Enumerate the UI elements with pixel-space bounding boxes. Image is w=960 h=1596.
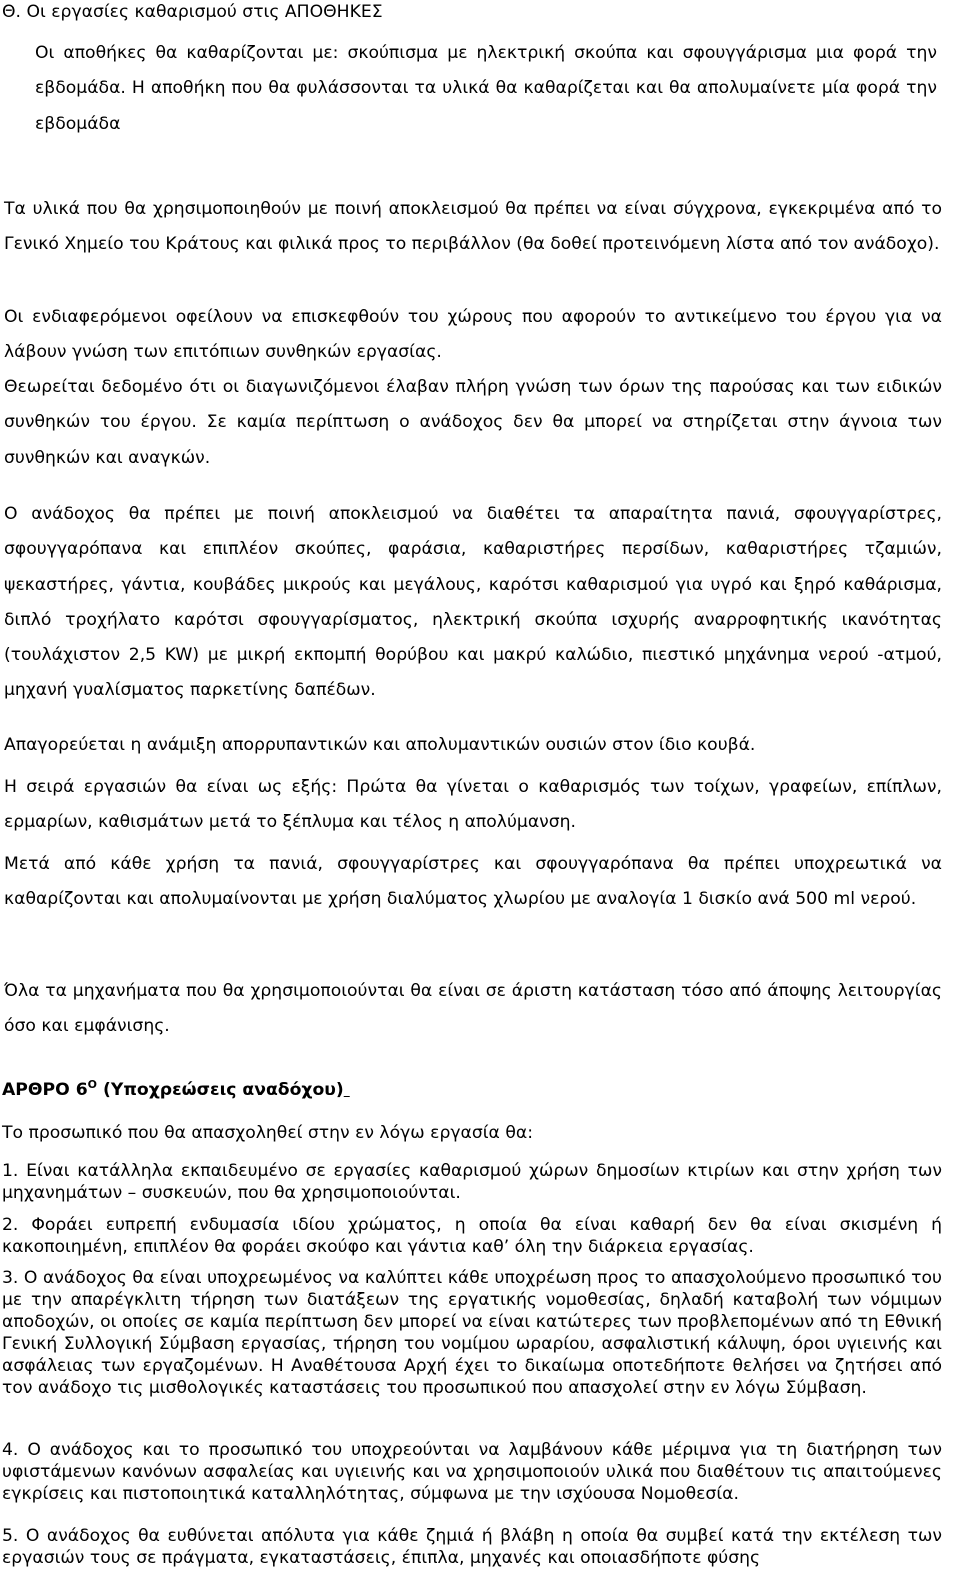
- article-title: [2, 1080, 940, 1100]
- article-intro: Το προσωπικό που θα απασχοληθεί στην εν λόγω εργασία θα:: [2, 1123, 533, 1143]
- list-item-2: 2. Φοράει ευπρεπή ενδυμασία ιδίου χρώματος, η οποία θα είναι καθαρή δεν θα είναι σκισμένη ή κακοποιημένη, επιπλέον θα φοράει σκούφο και γάντια καθ’ όλη την διάρκεια εργασίας.: [2, 1215, 942, 1257]
- paragraph-work-order: Η σειρά εργασιών θα είναι ως εξής: Πρώτα θα γίνεται ο καθαρισμός των τοίχων, γραφείων, επίπλων, ερμαρίων, καθισμάτων μετά το ξέπλυμα και τέλος η απολύμανση.: [4, 777, 942, 833]
- paragraph-machinery: Όλα τα μηχανήματα που θα χρησιμοποιούνται θα είναι σε άριστη κατάσταση τόσο από άποψης λειτουργίας όσο και εμφάνισης.: [4, 981, 942, 1037]
- article-title-sup: Ο: [87, 1078, 98, 1091]
- list-item-4: 4. Ο ανάδοχος και το προσωπικό του υποχρεούνται να λαμβάνουν κάθε μέριμνα για τη διατήρηση των υφιστάμενων κανόνων ασφαλείας και υγιεινής και να χρησιμοποιούν υλικά που διαθέτουν τις απαιτούμενες εγκρίσεις και πιστοποιητικά καταλληλότητας, σύμφωνα με την ισχύουσα Νομοθεσία.: [2, 1440, 942, 1504]
- section-theta-text: Οι αποθήκες θα καθαρίζονται με: σκούπισμα με ηλεκτρική σκούπα και σφουγγάρισμα μια φορά την εβδομάδα. Η αποθήκη που θα φυλάσσονται τα υλικά θα καθαρίζεται και θα απολυμαίνετε μία φορά την εβδομάδα: [35, 43, 937, 134]
- paragraph-conditions: Θεωρείται δεδομένο ότι οι διαγωνιζόμενοι έλαβαν πλήρη γνώση των όρων της παρούσας και των ειδικών συνθηκών του έργου. Σε καμία περίπτωση ο ανάδοχος δεν θα μπορεί να στηρίζεται στην άγνοια των συνθηκών και αναγκών.: [4, 377, 942, 468]
- paragraph-mixing-ban: Απαγορεύεται η ανάμιξη απορρυπαντικών και απολυμαντικών ουσιών στον ίδιο κουβά.: [4, 735, 756, 755]
- paragraph-equipment: Ο ανάδοχος θα πρέπει με ποινή αποκλεισμού να διαθέτει τα απαραίτητα πανιά, σφουγγαρίστρες, σφουγγαρόπανα και επιπλέον σκούπες, φαράσια, καθαριστήρες περσίδων, καθαριστήρες τζαμιών, ψεκαστήρες, γάντια, κουβάδες μικρούς και μεγάλους, καρότσι καθαρισμού για υγρό και ξηρό καθάρισμα, διπλό τροχήλατο καρότσι σφουγγαρίσματος, ηλεκτρική σκούπα ισχυρής αναρροφητικής ικανότητας (τουλάχιστον 2,5 KW) με μικρή εκπομπή θορύβου και μακρύ καλώδιο, πιεστικό μηχάνημα νερού -ατμού, μηχανή γυαλίσματος παρκετίνης δαπέδων.: [4, 504, 942, 701]
- paragraph-site-visit: Οι ενδιαφερόμενοι οφείλουν να επισκεφθούν του χώρους που αφορούν το αντικείμενο του έργου για να λάβουν γνώση των επιτόπιων συνθηκών εργασίας.: [4, 307, 942, 363]
- list-item-5: 5. Ο ανάδοχος θα ευθύνεται απόλυτα για κάθε ζημιά ή βλάβη η οποία θα συμβεί κατά την εκτέλεση των εργασιών τους σε πράγματα, εγκαταστάσεις, έπιπλα, μηχανές και οποιασδήποτε φύσης: [2, 1526, 942, 1568]
- paragraph-disinfection: Μετά από κάθε χρήση τα πανιά, σφουγγαρίστρες και σφουγγαρόπανα θα πρέπει υποχρεωτικά να καθαρίζονται και απολυμαίνονται με χρήση διαλύματος χλωρίου με αναλογία 1 δισκίο ανά 500 ml νερού.: [4, 854, 942, 910]
- list-item-1: 1. Είναι κατάλληλα εκπαιδευμένο σε εργασίες καθαρισμού χώρων δημοσίων κτιρίων και στην χρήση των μηχανημάτων – συσκευών, που θα χρησιμοποιούνται.: [2, 1161, 942, 1203]
- article-title-underline: [344, 1080, 350, 1100]
- list-item-3: 3. Ο ανάδοχος θα είναι υποχρεωμένος να καλύπτει κάθε υποχρέωση προς το απασχολούμενο προσωπικό του με την απαρέγκλιτη τήρηση των διατάξεων της εργατικής νομοθεσίας, δηλαδή καταβολή των νόμιμων αποδοχών, οι οποίες σε καμία περίπτωση δεν μπορεί να είναι κατώτερες των προβλεπομένων από τη Εθνική Γενική Συλλογική Σύμβαση εργασίας, τήρηση του νομίμου ωραρίου, ασφαλιστική κάλυψη, όροι υγιεινής και ασφάλειας των εργαζομένων. Η Αναθέτουσα Αρχή έχει το δικαίωμα οποτεδήποτε θελήσει να ζητήσει από τον ανάδοχο τις μισθολογικές καταστάσεις του προσωπικού που απασχολεί στην εν λόγω Σύμβαση.: [2, 1268, 942, 1398]
- article-title-prefix: ΑΡΘΡΟ 6: [2, 1080, 88, 1100]
- article-title-suffix: (Υποχρεώσεις αναδόχου): [103, 1080, 344, 1100]
- section-theta-heading: Θ. Οι εργασίες καθαρισμού στις ΑΠΟΘΗΚΕΣ: [2, 2, 383, 22]
- paragraph-materials: Τα υλικά που θα χρησιμοποιηθούν με ποινή αποκλεισμού θα πρέπει να είναι σύγχρονα, εγκεκριμένα από το Γενικό Χημείο του Κράτους και φιλικά προς το περιβάλλον (θα δοθεί προτεινόμενη λίστα από τον ανάδοχο).: [4, 199, 942, 255]
- section-theta-paragraph: [35, 36, 937, 142]
